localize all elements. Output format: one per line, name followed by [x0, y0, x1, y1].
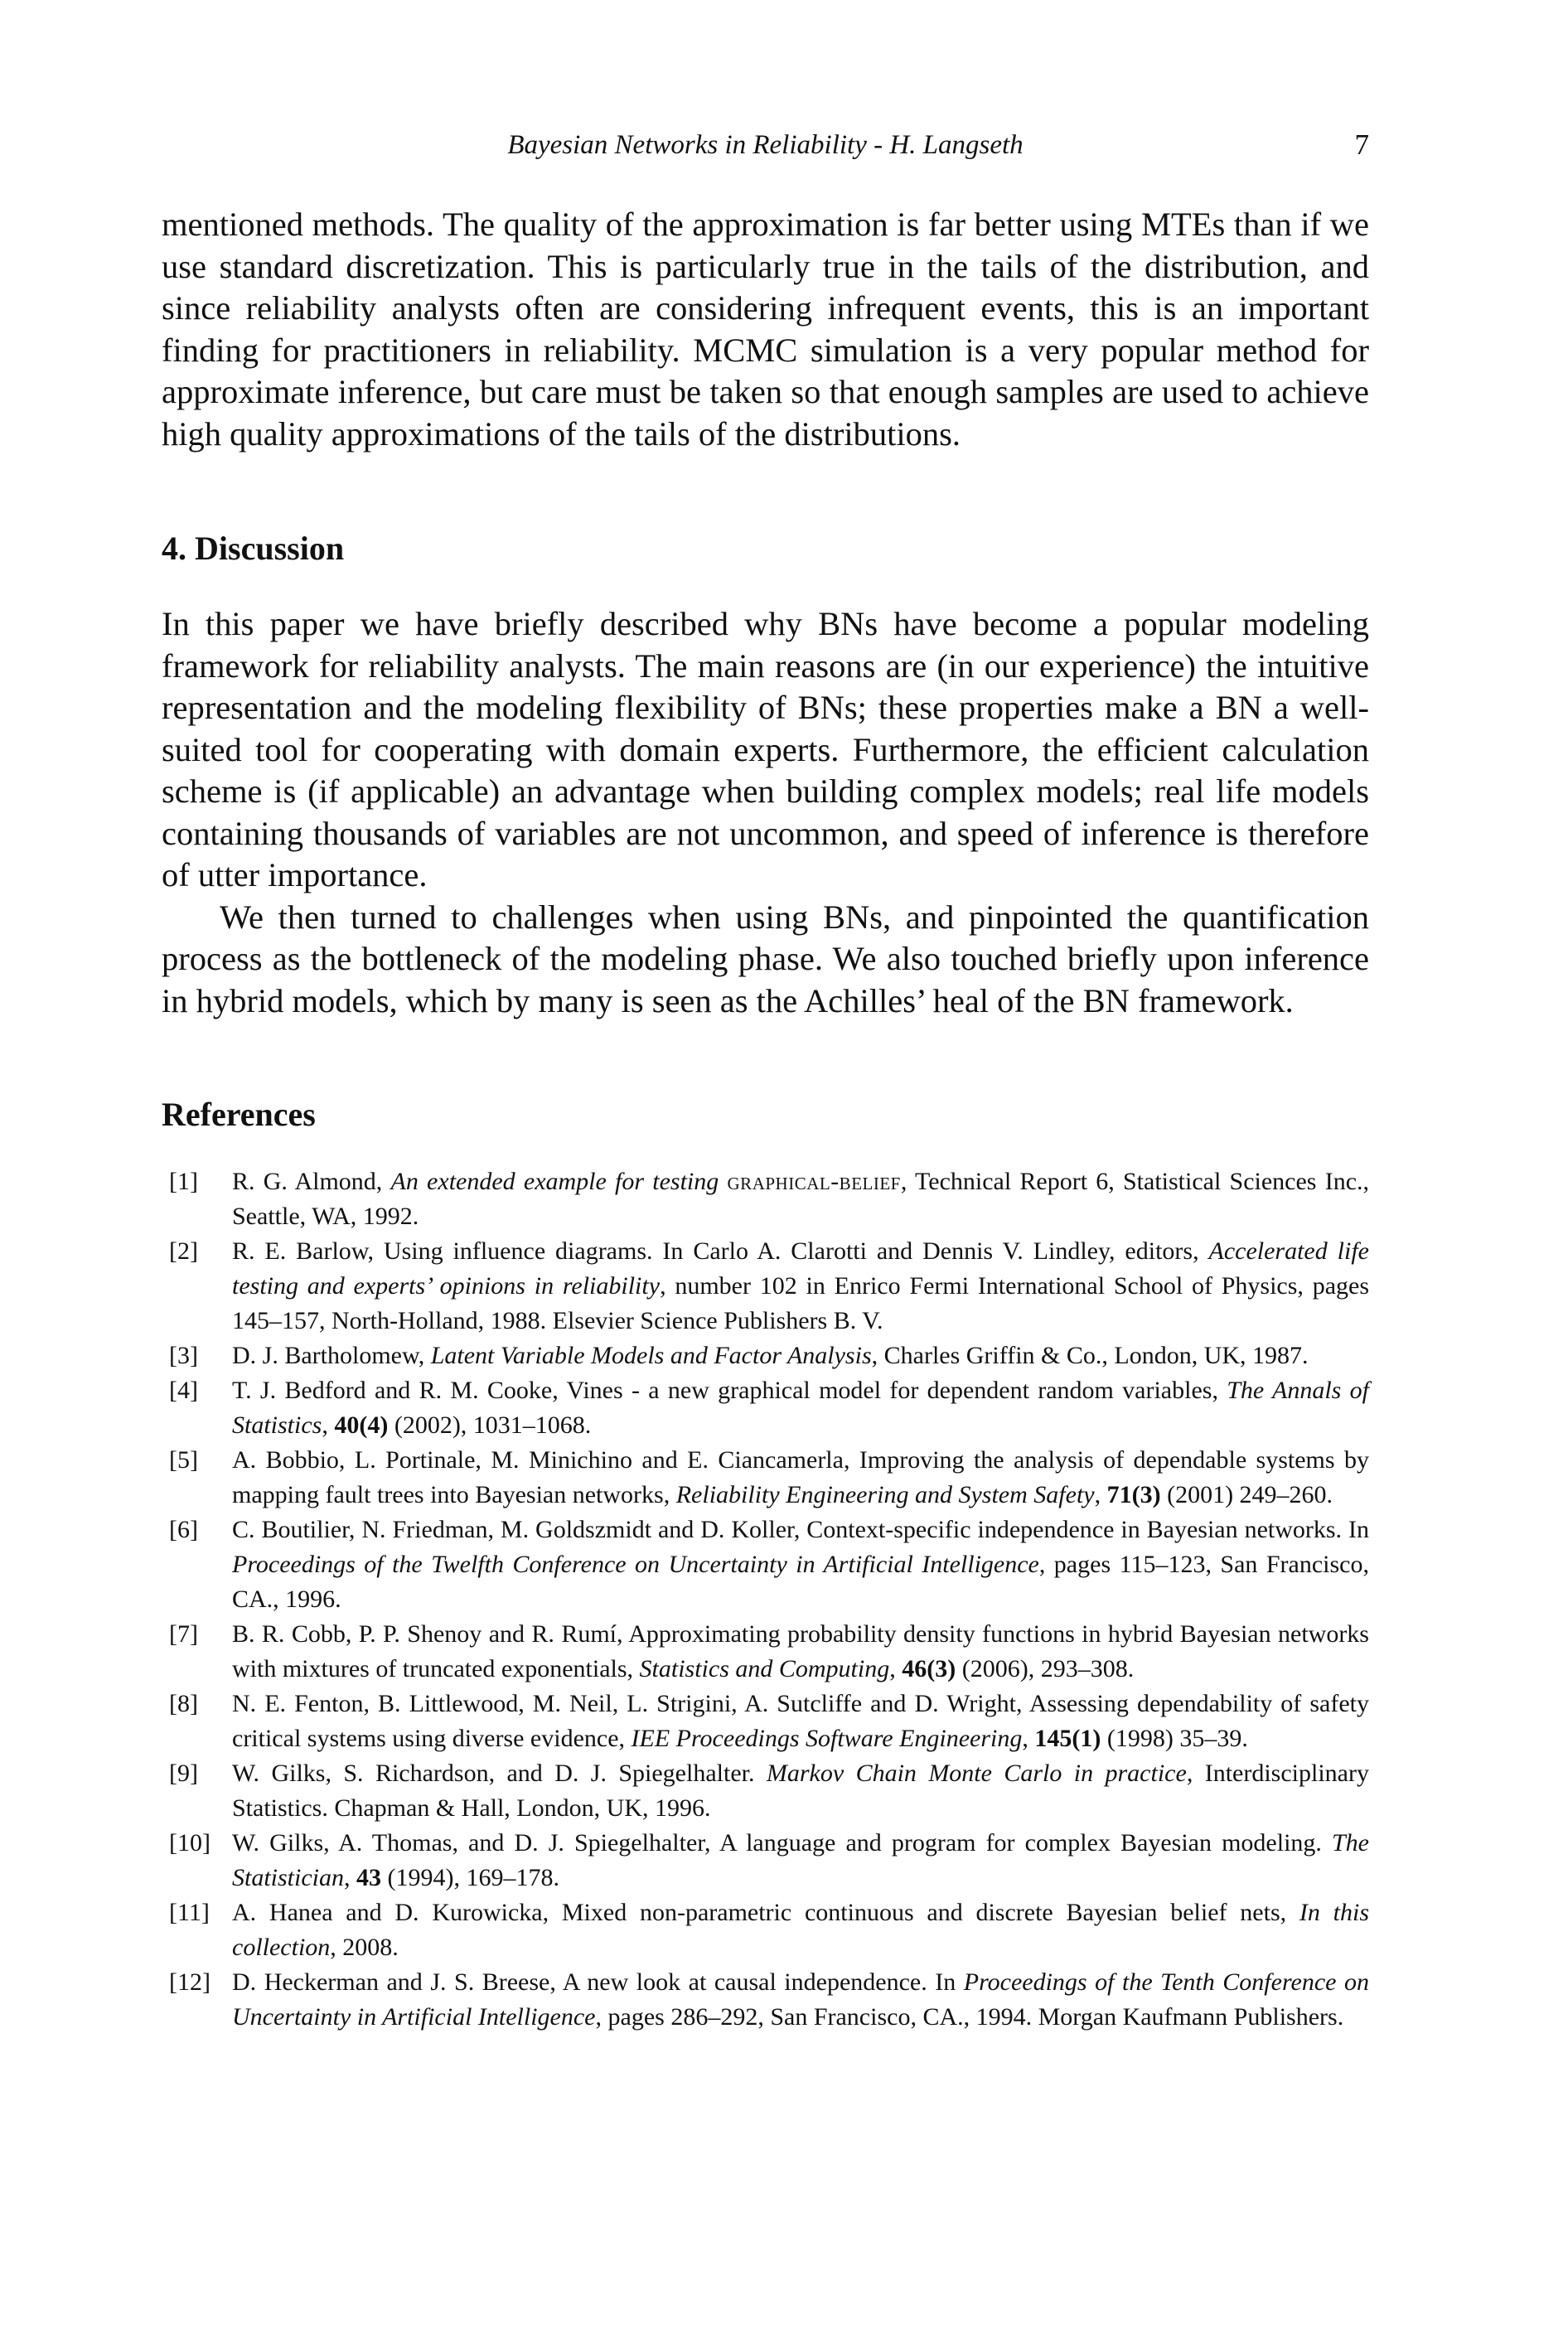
reference-volume-bold: 40(4)	[334, 1411, 389, 1439]
reference-text-run: (2002), 1031–1068.	[388, 1411, 592, 1439]
reference-number: [11]	[169, 1899, 210, 1926]
reference-volume-bold: 71(3)	[1106, 1481, 1161, 1508]
reference-item	[162, 1234, 1369, 1339]
reference-number: [9]	[169, 1760, 198, 1787]
reference-text-run: , pages 286–292, San Francisco, CA., 1994. Morgan Kaufmann Publishers.	[595, 2003, 1344, 2031]
reference-text-run: ,	[889, 1655, 903, 1682]
reference-title-italic: Statistics and Computing	[639, 1655, 890, 1682]
reference-smallcaps: graphical-belief	[727, 1168, 901, 1195]
reference-text-run: B. R. Cobb, P. P. Shenoy and R. Rumí, Approximating probability density functions in hybrid Bayesian networks with mixtures of truncated exponentials,	[232, 1620, 1369, 1682]
reference-text-run: D. Heckerman and J. S. Breese, A new look at causal independence. In	[232, 1968, 964, 1996]
reference-text-run: D. J. Bartholomew,	[232, 1342, 431, 1369]
reference-text	[232, 1516, 1369, 1613]
reference-title-italic: The Annals of Statistics	[232, 1377, 1369, 1439]
reference-text-run: , pages 115–123, San Francisco, CA., 1996.	[232, 1551, 1369, 1613]
reference-text	[232, 1237, 1369, 1334]
reference-title-italic: IEE Proceedings Software Engineering	[631, 1725, 1023, 1752]
reference-number: [4]	[169, 1377, 198, 1404]
reference-text-run	[719, 1168, 727, 1195]
reference-item	[162, 1687, 1369, 1756]
reference-text-run: (1994), 169–178.	[381, 1864, 559, 1891]
reference-text-run: ,	[1022, 1725, 1035, 1752]
reference-number: [3]	[169, 1342, 198, 1369]
reference-number: [6]	[169, 1516, 198, 1543]
running-header	[162, 124, 1369, 166]
reference-title-italic: An extended example for testing	[390, 1168, 719, 1195]
reference-text-run: T. J. Bedford and R. M. Cooke, Vines - a new graphical model for dependent random variables,	[232, 1377, 1227, 1404]
reference-title-italic: Latent Variable Models and Factor Analysis	[430, 1342, 872, 1369]
reference-text	[232, 1829, 1369, 1891]
reference-text	[232, 1342, 1309, 1369]
reference-text-run: ,	[344, 1864, 356, 1891]
reference-text-run: N. E. Fenton, B. Littlewood, M. Neil, L. Strigini, A. Sutcliffe and D. Wright, Assessing dependability of safety critical systems using diverse evidence,	[232, 1690, 1369, 1752]
reference-number: [1]	[169, 1168, 198, 1195]
reference-text-run: A. Hanea and D. Kurowicka, Mixed non-parametric continuous and discrete Bayesian belief nets,	[232, 1899, 1299, 1926]
reference-text-run: C. Boutilier, N. Friedman, M. Goldszmidt and D. Koller, Context-specific independence in Bayesian networks. In	[232, 1516, 1369, 1543]
reference-number: [10]	[169, 1829, 211, 1857]
reference-text-run: ,	[322, 1411, 335, 1439]
reference-title-italic: In this collection	[232, 1899, 1369, 1961]
reference-item	[162, 1826, 1369, 1895]
reference-title-italic: Proceedings of the Tenth Conference on Uncertainty in Artificial Intelligence	[232, 1968, 1369, 2031]
reference-number: [8]	[169, 1690, 198, 1717]
reference-item	[162, 1756, 1369, 1826]
reference-text-run: W. Gilks, S. Richardson, and D. J. Spiegelhalter.	[232, 1760, 767, 1787]
reference-item	[162, 1164, 1369, 1234]
reference-text	[232, 1899, 1369, 1961]
reference-item	[162, 1895, 1369, 1965]
reference-list	[162, 1164, 1369, 2035]
running-title: Bayesian Networks in Reliability - H. Langseth	[507, 130, 1024, 160]
reference-item	[162, 1617, 1369, 1687]
reference-text	[232, 1620, 1369, 1682]
reference-text	[232, 1760, 1369, 1822]
reference-text	[232, 1968, 1369, 2031]
reference-text-run: (1998) 35–39.	[1101, 1725, 1248, 1752]
reference-item	[162, 1513, 1369, 1617]
reference-number: [2]	[169, 1237, 198, 1265]
reference-text-run: , number 102 in Enrico Fermi International School of Physics, pages 145–157, North-Holland, 1988. Elsevier Science Publishers B. V.	[232, 1272, 1369, 1334]
reference-item	[162, 1443, 1369, 1513]
reference-text-run: (2001) 249–260.	[1160, 1481, 1333, 1508]
reference-text-run: W. Gilks, A. Thomas, and D. J. Spiegelhalter, A language and program for complex Bayesian modeling.	[232, 1829, 1332, 1857]
reference-number: [7]	[169, 1620, 198, 1648]
reference-text-run: R. E. Barlow, Using influence diagrams. In Carlo A. Clarotti and Dennis V. Lindley, editors,	[232, 1237, 1209, 1265]
reference-title-italic: Markov Chain Monte Carlo in practice	[766, 1760, 1187, 1787]
reference-text-run: R. G. Almond,	[232, 1168, 391, 1195]
reference-title-italic: Reliability Engineering and System Safety	[675, 1481, 1095, 1508]
reference-text-run: ,	[1094, 1481, 1107, 1508]
discussion-paragraph-1: In this paper we have briefly described why BNs have become a popular modeling framework for reliability analysts. The main reasons are (in our experience) the intuitive representation and the modeling flexibility of BNs; these properties make a BN a well-suited tool for cooperating with domain experts. Furthermore, the efficient calculation scheme is (if applicable) an advantage when building complex models; real life models containing thousands of variables are not uncommon, and speed of inference is therefore of utter importance.	[162, 605, 1369, 893]
reference-volume-bold: 46(3)	[902, 1655, 956, 1682]
reference-item	[162, 1965, 1369, 2035]
reference-text	[232, 1690, 1369, 1752]
reference-number: [5]	[169, 1446, 198, 1474]
reference-text-run: (2006), 293–308.	[956, 1655, 1135, 1682]
reference-title-italic: Accelerated life testing and experts’ opinions in reliability	[232, 1237, 1369, 1300]
page-number: 7	[1354, 128, 1369, 161]
reference-volume-bold: 145(1)	[1034, 1725, 1101, 1752]
reference-text	[232, 1377, 1369, 1439]
reference-text	[232, 1446, 1369, 1508]
reference-number: [12]	[169, 1968, 211, 1996]
page-content	[162, 204, 1369, 2035]
discussion-heading: 4. Discussion	[162, 530, 345, 567]
reference-text-run: A. Bobbio, L. Portinale, M. Minichino and E. Ciancamerla, Improving the analysis of dependable systems by mapping fault trees into Bayesian networks,	[232, 1446, 1369, 1508]
reference-text-run: , 2008.	[330, 1934, 399, 1961]
reference-title-italic: The Statistician	[232, 1829, 1369, 1891]
discussion-paragraph-2: We then turned to challenges when using BNs, and pinpointed the quantification process as the bottleneck of the modeling phase. We also touched briefly upon inference in hybrid models, which by many is seen as the Achilles’ heal of the BN framework.	[162, 898, 1369, 1019]
reference-text-run: , Interdisciplinary Statistics. Chapman & Hall, London, UK, 1996.	[232, 1760, 1369, 1822]
reference-text	[232, 1168, 1369, 1230]
reference-text-run: , Technical Report 6, Statistical Sciences Inc., Seattle, WA, 1992.	[232, 1168, 1370, 1230]
intro-paragraph: mentioned methods. The quality of the approximation is far better using MTEs than if we use standard discretization. This is particularly true in the tails of the distribution, and since reliability analysts often are considering infrequent events, this is an important finding for practitioners in reliability. MCMC simulation is a very popular method for approximate inference, but care must be taken so that enough samples are used to achieve high quality approximations of the tails of the distributions.	[162, 206, 1369, 453]
reference-text-run: , Charles Griffin & Co., London, UK, 1987.	[871, 1342, 1309, 1369]
reference-title-italic: Proceedings of the Twelfth Conference on Uncertainty in Artificial Intelligence	[232, 1551, 1039, 1578]
references-heading: References	[162, 1096, 316, 1133]
reference-volume-bold: 43	[356, 1864, 381, 1891]
reference-item	[162, 1373, 1369, 1443]
reference-item	[162, 1339, 1369, 1373]
